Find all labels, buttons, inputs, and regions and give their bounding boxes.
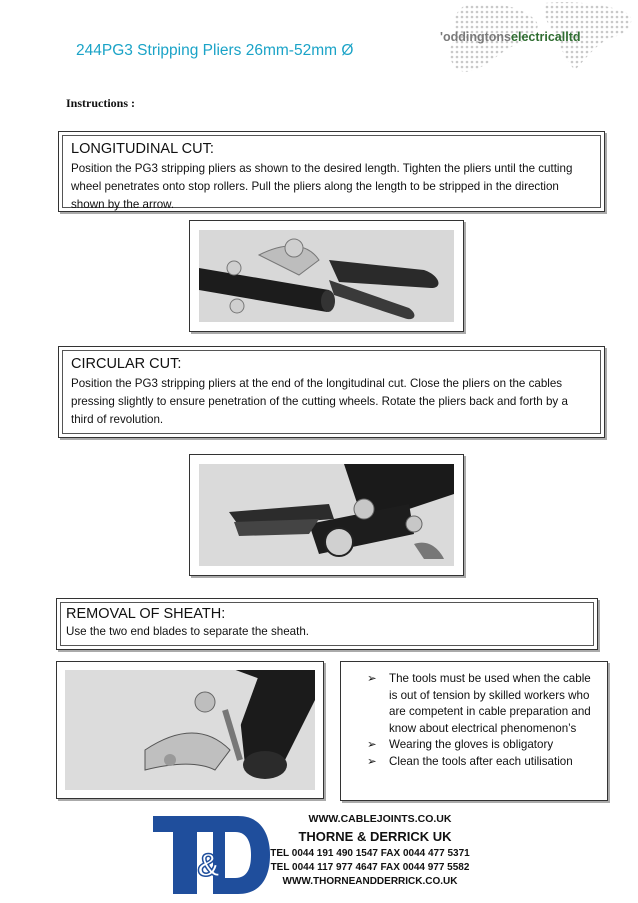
longitudinal-cut-photo-frame (189, 220, 464, 332)
svg-text:&: & (197, 847, 221, 883)
arrow-bullet-icon: ➢ (367, 754, 377, 768)
circular-cut-heading: CIRCULAR CUT: (71, 356, 182, 372)
removal-box (56, 598, 598, 650)
footer-website-2: WWW.THORNEANDDERRICK.CO.UK (282, 876, 458, 887)
note-item (367, 737, 599, 754)
removal-heading: REMOVAL OF SHEATH: (66, 606, 226, 622)
removal-photo (65, 670, 315, 790)
td-logo (153, 812, 270, 896)
longitudinal-cut-box (58, 131, 605, 212)
page-title: 244PG3 Stripping Pliers 26mm-52mm Ø (76, 42, 354, 59)
brand-prefix: 'oddingtons (440, 30, 512, 44)
footer-phone-2: TEL 0044 117 977 4647 FAX 0044 977 5582 (270, 862, 470, 873)
removal-text: Use the two end blades to separate the sheath. (66, 625, 309, 638)
circular-cut-box (58, 346, 605, 438)
note-item (367, 754, 599, 771)
notes-list (367, 671, 599, 770)
instructions-label: Instructions : (66, 96, 136, 110)
note-text: Wearing the gloves is obligatory (389, 738, 554, 751)
longitudinal-cut-text: Position the PG3 stripping pliers as shown to the desired length. Tighten the pliers until the cutting wheel penetrates onto stop rollers. Pull the pliers along the length to be stripped in the direction shown by the arrow. (71, 162, 573, 211)
notes-box (340, 661, 608, 801)
longitudinal-cut-photo (199, 230, 454, 322)
footer-website-1: WWW.CABLEJOINTS.CO.UK (308, 813, 452, 825)
circular-cut-photo-frame (189, 454, 464, 576)
footer-phone-1: TEL 0044 191 490 1547 FAX 0044 477 5371 (270, 848, 470, 859)
circular-cut-text: Position the PG3 stripping pliers at the end of the longitudinal cut. Close the pliers on the cables pressing slightly to ensure penetration of the cutting wheels. Rotate the pliers back and forth by a third of revolution. (71, 377, 568, 426)
arrow-bullet-icon: ➢ (367, 738, 377, 751)
brand-logo (440, 30, 581, 44)
longitudinal-cut-heading: LONGITUDINAL CUT: (71, 141, 214, 157)
circular-cut-photo (199, 464, 454, 566)
note-text: The tools must be used when the cable is out of tension by skilled workers who are competent in cable preparation and know about electrical phenomenon’s (389, 672, 591, 735)
arrow-bullet-icon: ➢ (367, 672, 377, 685)
note-text: Clean the tools after each utilisation (389, 754, 573, 768)
brand-suffix: electricalltd (511, 30, 581, 44)
note-item (367, 671, 599, 737)
footer-company: THORNE & DERRICK UK (298, 829, 452, 844)
removal-photo-frame (56, 661, 324, 799)
